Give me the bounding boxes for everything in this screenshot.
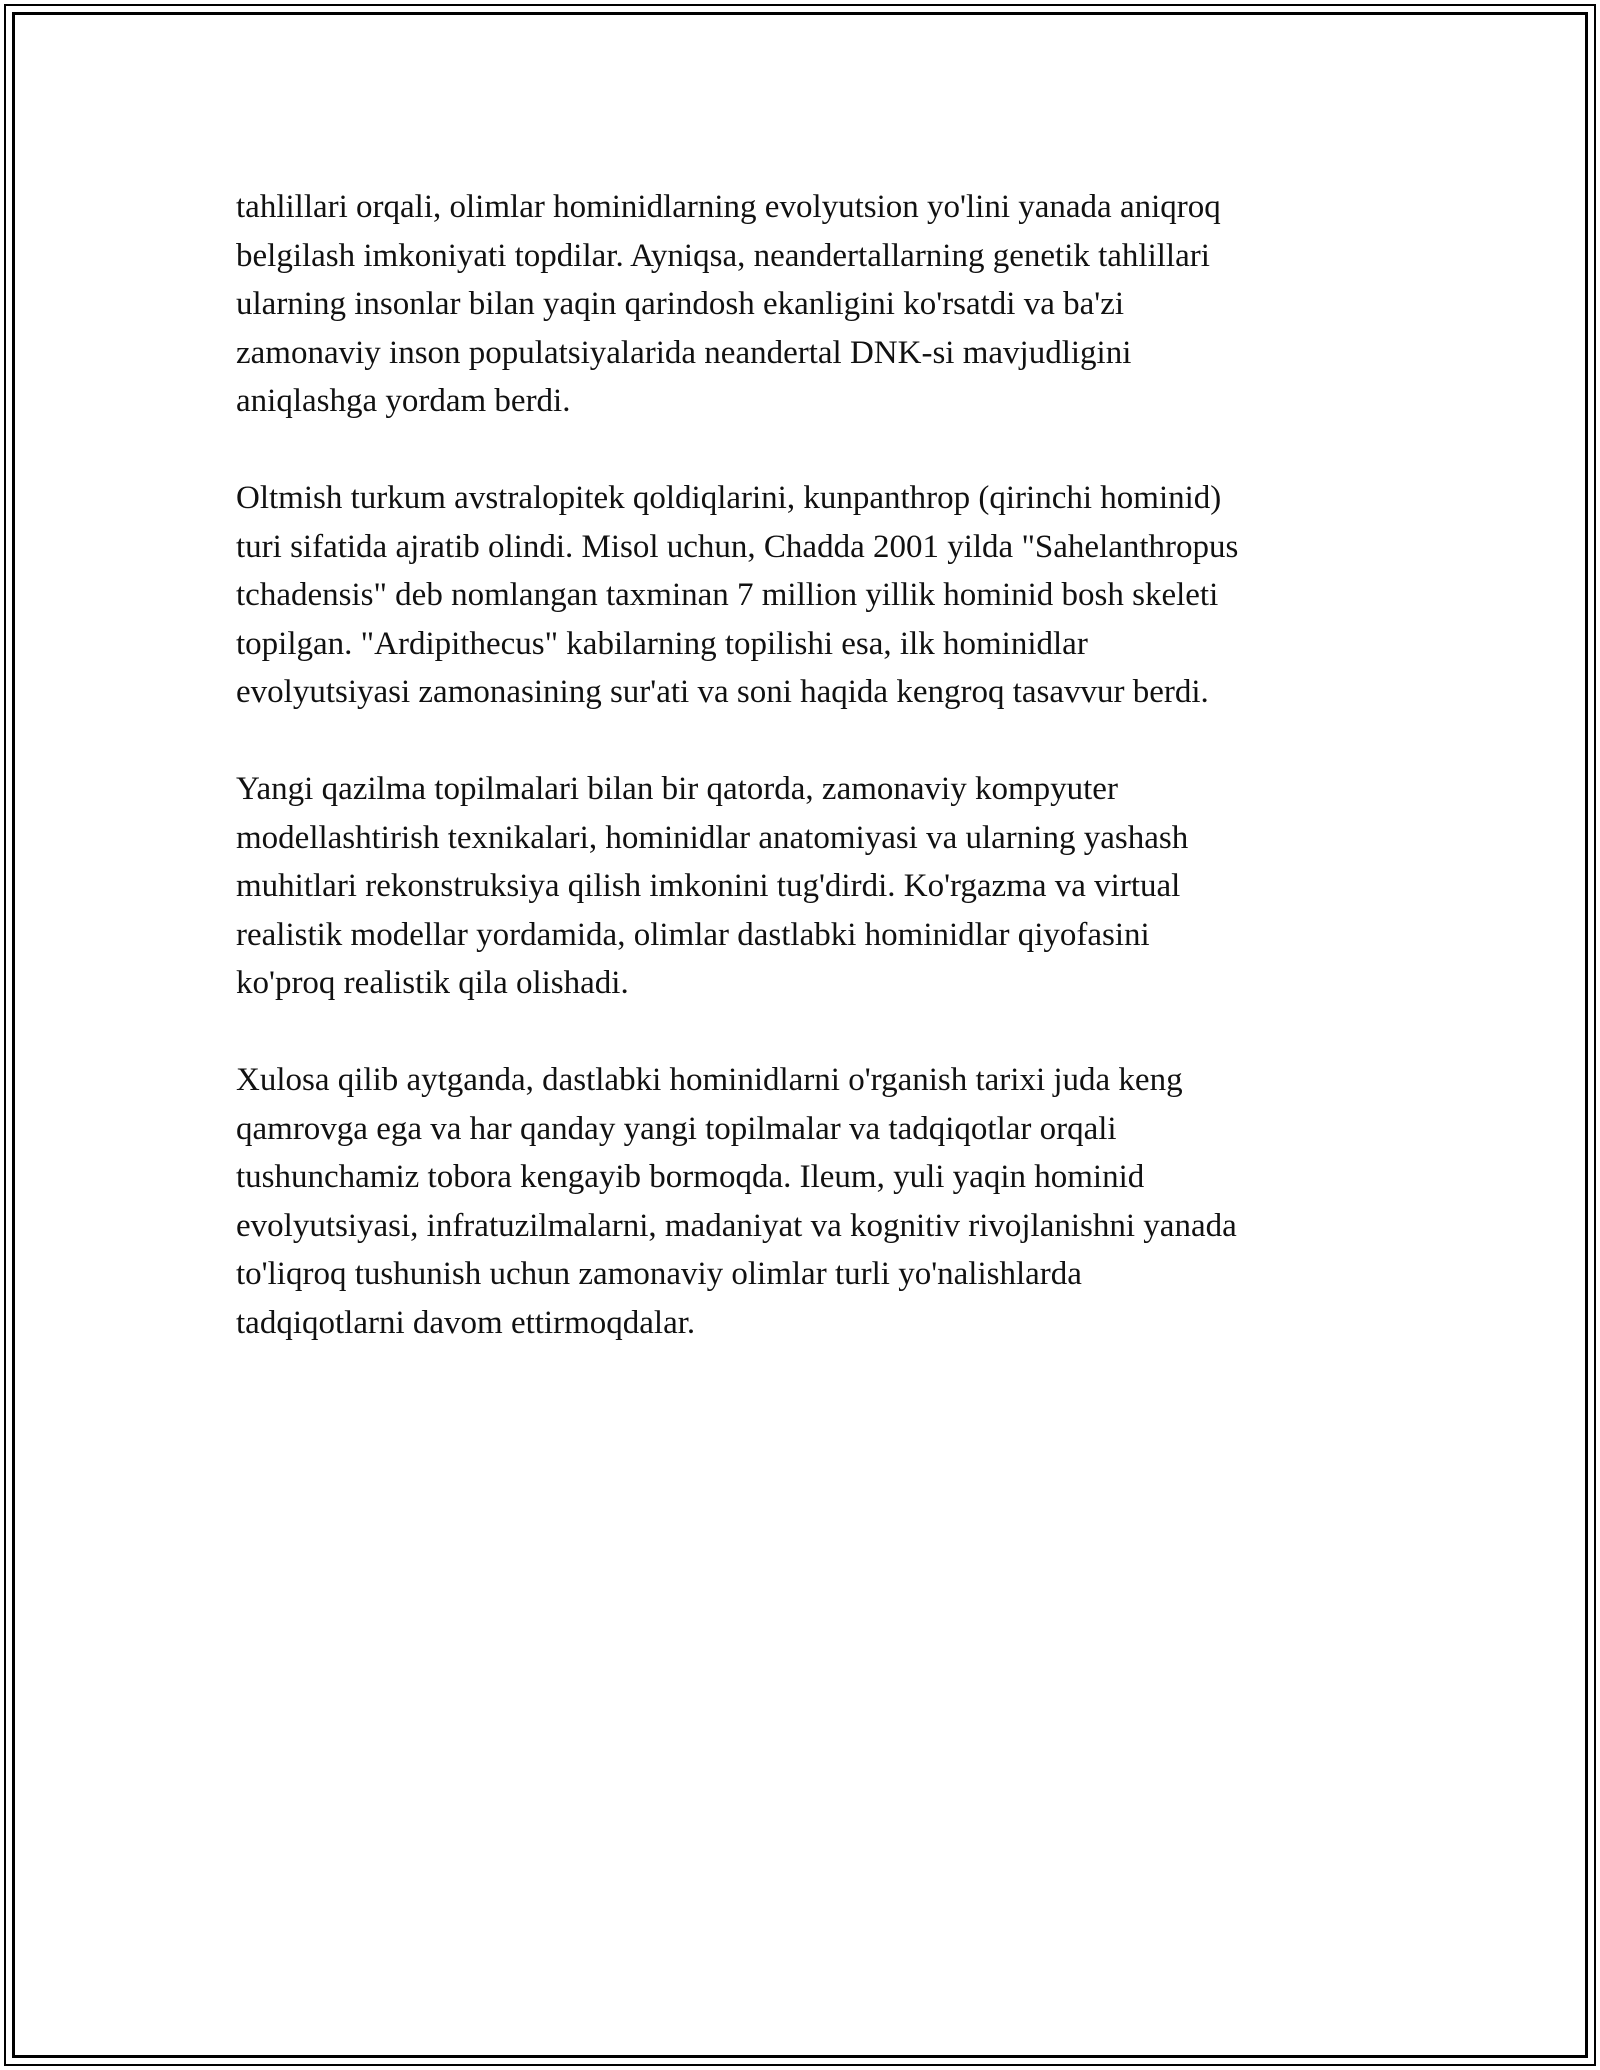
- paragraph-4: [236, 1056, 1376, 1347]
- text-line: qamrovga ega va har qanday yangi topilmalar va tadqiqotlar orqali: [236, 1110, 1117, 1147]
- text-line: belgilash imkoniyati topdilar. Ayniqsa, neandertallarning genetik tahlillari: [236, 237, 1210, 274]
- text-line: tahlillari orqali, olimlar hominidlarning evolyutsion yo'lini yanada aniqroq: [236, 189, 1221, 225]
- text-line: evolyutsiyasi zamonasining sur'ati va soni haqida kengroq tasavvur berdi.: [236, 674, 1209, 710]
- text-line: Oltmish turkum avstralopitek qoldiqlarini, kunpanthrop (qirinchi hominid): [236, 480, 1222, 516]
- paragraph-1: [236, 183, 1376, 426]
- text-line: to'liqroq tushunish uchun zamonaviy olimlar turli yo'nalishlarda: [236, 1256, 1082, 1292]
- text-line: aniqlashga yordam berdi.: [236, 383, 571, 419]
- text-line: topilgan. "Ardipithecus" kabilarning topilishi esa, ilk hominidlar: [236, 625, 1088, 662]
- text-line: Xulosa qilib aytganda, dastlabki hominidlarni o'rganish tarixi juda keng: [236, 1062, 1183, 1098]
- text-line: tchadensis" deb nomlangan taxminan 7 million yillik hominid bosh skeleti: [236, 577, 1219, 613]
- text-line: tadqiqotlarni davom ettirmoqdalar.: [236, 1304, 696, 1341]
- text-line: evolyutsiyasi, infratuzilmalarni, madaniyat va kognitiv rivojlanishni yanada: [236, 1207, 1237, 1244]
- text-line: Yangi qazilma topilmalari bilan bir qatorda, zamonaviy kompyuter: [236, 771, 1118, 807]
- document-body: [236, 183, 1376, 1396]
- text-line: tushunchamiz tobora kengayib bormoqda. Ileum, yuli yaqin hominid: [236, 1159, 1145, 1195]
- text-line: muhitlari rekonstruksiya qilish imkonini tug'dirdi. Ko'rgazma va virtual: [236, 868, 1181, 904]
- text-line: ularning insonlar bilan yaqin qarindosh ekanligini ko'rsatdi va ba'zi: [236, 286, 1125, 322]
- text-line: ko'proq realistik qila olishadi.: [236, 965, 629, 1001]
- paragraph-3: [236, 765, 1376, 1008]
- text-line: modellashtirish texnikalari, hominidlar anatomiyasi va ularning yashash: [236, 819, 1189, 856]
- text-line: zamonaviy inson populatsiyalarida neandertal DNK-si mavjudligini: [236, 334, 1132, 371]
- paragraph-2: [236, 474, 1376, 717]
- text-line: turi sifatida ajratib olindi. Misol uchun, Chadda 2001 yilda "Sahelanthropus: [236, 528, 1239, 565]
- text-line: realistik modellar yordamida, olimlar dastlabki hominidlar qiyofasini: [236, 916, 1150, 953]
